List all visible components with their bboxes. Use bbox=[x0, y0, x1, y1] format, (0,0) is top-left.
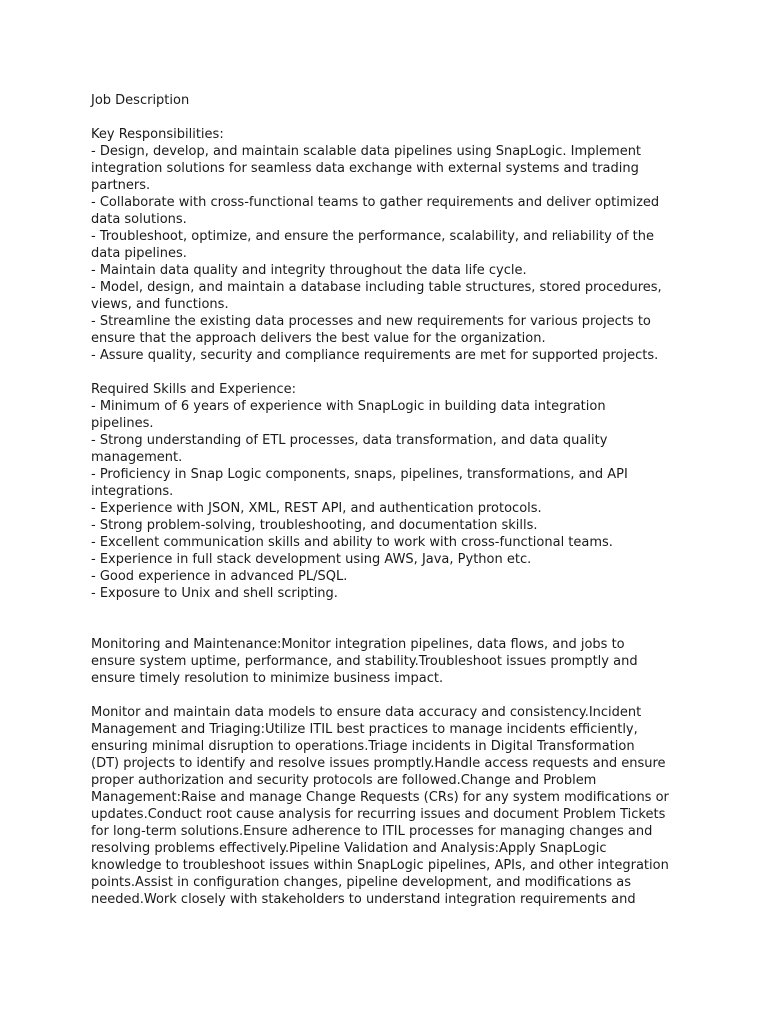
text-line: ensure timely resolution to minimize business impact. bbox=[91, 671, 444, 686]
text-line: integrations. bbox=[91, 484, 174, 499]
text-line: needed.Work closely with stakeholders to understand integration requirements and bbox=[91, 892, 636, 907]
text-line: Monitor and maintain data models to ensure data accuracy and consistency.Incident bbox=[91, 705, 642, 720]
text-line: - Experience with JSON, XML, REST API, and authentication protocols. bbox=[91, 501, 542, 516]
text-line: knowledge to troubleshoot issues within SnapLogic pipelines, APIs, and other integration bbox=[91, 858, 669, 873]
document-page bbox=[91, 92, 691, 908]
text-line: - Strong problem-solving, troubleshooting, and documentation skills. bbox=[91, 518, 538, 533]
text-line: data pipelines. bbox=[91, 246, 187, 261]
text-line: for long-term solutions.Ensure adherence to ITIL processes for managing changes and bbox=[91, 824, 653, 839]
responsibilities-heading: Key Responsibilities: bbox=[91, 127, 224, 142]
document-title: Job Description bbox=[91, 93, 190, 108]
text-line: integration solutions for seamless data exchange with external systems and trading bbox=[91, 161, 639, 176]
skills-section bbox=[91, 381, 691, 602]
text-line: proper authorization and security protocols are followed.Change and Problem bbox=[91, 773, 597, 788]
text-line: - Streamline the existing data processes and new requirements for various projects to bbox=[91, 314, 651, 329]
text-line: - Proficiency in Snap Logic components, snaps, pipelines, transformations, and API bbox=[91, 467, 628, 482]
text-line: resolving problems effectively.Pipeline Validation and Analysis:Apply SnapLogic bbox=[91, 841, 607, 856]
text-line: - Assure quality, security and compliance requirements are met for supported projects. bbox=[91, 348, 659, 363]
text-line: updates.Conduct root cause analysis for recurring issues and document Problem Tickets bbox=[91, 807, 666, 822]
text-line: ensure that the approach delivers the best value for the organization. bbox=[91, 331, 546, 346]
data-models-paragraph bbox=[91, 704, 691, 908]
text-line: views, and functions. bbox=[91, 297, 229, 312]
text-line: ensuring minimal disruption to operations.Triage incidents in Digital Transformation bbox=[91, 739, 635, 754]
text-line: - Model, design, and maintain a database including table structures, stored procedures, bbox=[91, 280, 662, 295]
skills-heading: Required Skills and Experience: bbox=[91, 382, 296, 397]
responsibilities-list bbox=[91, 143, 691, 364]
text-line: (DT) projects to identify and resolve issues promptly.Handle access requests and ensure bbox=[91, 756, 666, 771]
text-line: pipelines. bbox=[91, 416, 154, 431]
spacer bbox=[91, 364, 691, 381]
spacer bbox=[91, 109, 691, 126]
text-line: Monitoring and Maintenance:Monitor integration pipelines, data flows, and jobs to bbox=[91, 637, 625, 652]
text-line: management. bbox=[91, 450, 183, 465]
text-line: data solutions. bbox=[91, 212, 187, 227]
text-line: - Experience in full stack development using AWS, Java, Python etc. bbox=[91, 552, 532, 567]
text-line: - Good experience in advanced PL/SQL. bbox=[91, 569, 348, 584]
text-line: Management:Raise and manage Change Requests (CRs) for any system modifications or bbox=[91, 790, 669, 805]
text-line: - Minimum of 6 years of experience with SnapLogic in building data integration bbox=[91, 399, 606, 414]
text-line: - Collaborate with cross-functional teams to gather requirements and deliver optimized bbox=[91, 195, 660, 210]
text-line: points.Assist in configuration changes, pipeline development, and modifications as bbox=[91, 875, 631, 890]
skills-list bbox=[91, 398, 691, 602]
text-line: partners. bbox=[91, 178, 151, 193]
spacer bbox=[91, 687, 691, 704]
text-line: - Strong understanding of ETL processes, data transformation, and data quality bbox=[91, 433, 608, 448]
text-line: - Exposure to Unix and shell scripting. bbox=[91, 586, 338, 601]
monitoring-paragraph bbox=[91, 636, 691, 687]
text-line: ensure system uptime, performance, and stability.Troubleshoot issues promptly and bbox=[91, 654, 638, 669]
text-line: - Maintain data quality and integrity throughout the data life cycle. bbox=[91, 263, 527, 278]
text-line: - Excellent communication skills and ability to work with cross-functional teams. bbox=[91, 535, 613, 550]
text-line: Management and Triaging:Utilize ITIL best practices to manage incidents efficiently, bbox=[91, 722, 638, 737]
text-line: - Design, develop, and maintain scalable data pipelines using SnapLogic. Implement bbox=[91, 144, 642, 159]
spacer bbox=[91, 602, 691, 636]
responsibilities-section bbox=[91, 126, 691, 364]
text-line: - Troubleshoot, optimize, and ensure the performance, scalability, and reliability of the bbox=[91, 229, 654, 244]
